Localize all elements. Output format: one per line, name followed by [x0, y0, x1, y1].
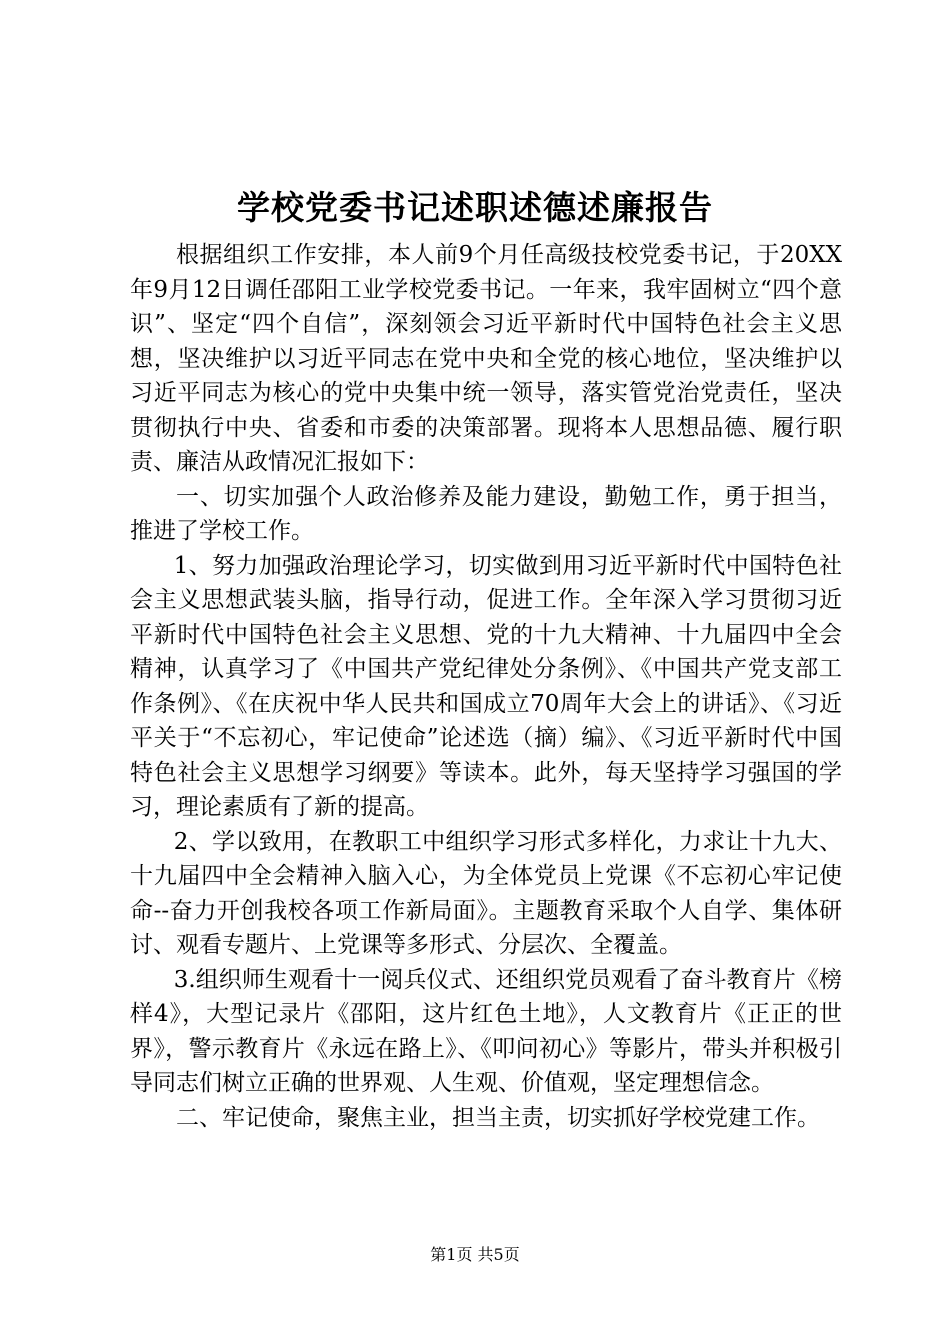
section-one-heading: 一、切实加强个人政治修养及能力建设，勤勉工作，勇于担当，推进了学校工作。 — [130, 483, 842, 544]
item-one-paragraph: 1、努力加强政治理论学习，切实做到用习近平新时代中国特色社会主义思想武装头脑，指导行动，促进工作。全年深入学习贯彻习近平新时代中国特色社会主义思想、党的十九大精神、十九届四中全会精神，认真学习了《中国共产党纪律处分条例》、《中国共产党支部工作条例》、《在庆祝中华人民共和国成立70周年大会上的讲话》、《习近平关于“不忘初心，牢记使命”论述选（摘）编》、《习近平新时代中国特色社会主义思想学习纲要》等读本。此外，每天坚持学习强国的学习，理论素质有了新的提高。 — [130, 552, 842, 820]
intro-paragraph: 根据组织工作安排，本人前9个月任高级技校党委书记，于20XX年9月12日调任邵阳工业学校党委书记。一年来，我牢固树立“四个意识”、坚定“四个自信”，深刻领会习近平新时代中国特色社会主义思想，坚决维护以习近平同志在党中央和全党的核心地位，坚决维护以习近平同志为核心的党中央集中统一领导，落实管党治党责任，坚决贯彻执行中央、省委和市委的决策部署。现将本人思想品德、履行职责、廉洁从政情况汇报如下： — [130, 242, 842, 475]
document-body — [130, 238, 842, 1135]
item-two-paragraph: 2、学以致用，在教职工中组织学习形式多样化，力求让十九大、十九届四中全会精神入脑入心，为全体党员上党课《不忘初心牢记使命--奋力开创我校各项工作新局面》。主题教育采取个人自学、集体研讨、观看专题片、上党课等多形式、分层次、全覆盖。 — [130, 828, 842, 958]
item-three-paragraph: 3.组织师生观看十一阅兵仪式、还组织党员观看了奋斗教育片《榜样4》，大型记录片《邵阳，这片红色土地》，人文教育片《正正的世界》，警示教育片《永远在路上》、《叩问初心》等影片，带头并积极引导同志们树立正确的世界观、人生观、价值观，坚定理想信念。 — [130, 966, 842, 1096]
page-number: 第1页 共5页 — [430, 1245, 520, 1264]
section-two-heading: 二、牢记使命，聚焦主业，担当主责，切实抓好学校党建工作。 — [176, 1104, 820, 1131]
document-title: 学校党委书记述职述德述廉报告 — [237, 188, 713, 227]
